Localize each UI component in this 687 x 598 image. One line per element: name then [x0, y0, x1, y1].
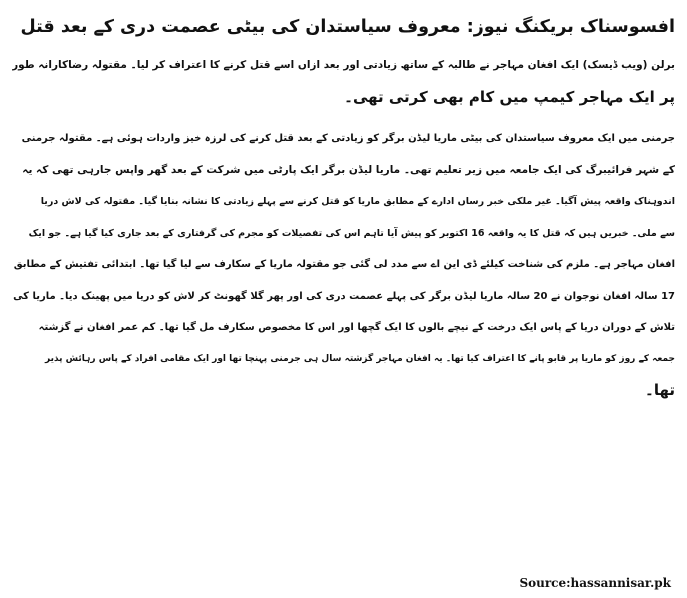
text-line: جمعہ کے روز کو ماریا پر قابو پانے کا اعتراف کیا تھا۔ یہ افغان مہاجر گزشتہ سال ہی جرمنی پہنچا تھا اور ایک مقامی افراد کے پاس رہائش پذیر [44, 353, 675, 364]
text-line: جرمنی میں ایک معروف سیاستدان کی بیٹی ماریا لیڈن برگر کو زیادتی کے بعد قتل کرنے کی لرزہ خیز واردات ہوئی ہے۔ مقتولہ جرمنی [21, 133, 675, 144]
text-line: پر ایک مہاجر کیمپ میں کام بھی کرتی تھی۔ [344, 87, 675, 106]
text-line: سے ملی۔ خبریں ہیں کہ قتل کا یہ واقعہ 16 اکتوبر کو پیش آیا تاہم اس کی تفصیلات کو مجرم کی گرفتاری کے بعد جاری کیا گیا ہے۔ جو ایک [28, 227, 675, 239]
article-paragraph-body [12, 123, 675, 407]
text-line: تھا۔ [645, 381, 675, 399]
text-line: افغان مہاجر ہے۔ ملزم کی شناخت کیلئے ڈی این اے سے مدد لی گئی جو مقتولہ ماریا کے سکارف سے لیا گیا تھا۔ ابتدائی تفتیش کے مطابق [13, 259, 675, 270]
text-line: 17 سالہ افغان نوجوان نے 20 سالہ ماریا لیڈن برگر کی پہلے عصمت دری کی اور پھر گلا گھونٹ کر لاش کو دریا میں پھینک دیا۔ ماریا کی [13, 290, 675, 302]
text-line: کے شہر فرائیبرگ کی ایک جامعہ میں زیر تعلیم تھی۔ ماریا لیڈن برگر ایک پارٹی میں شرکت کے بعد گھر واپس جارہی تھی کہ یہ [22, 163, 675, 176]
text-line: اندوہناک واقعہ پیش آگیا۔ غیر ملکی خبر رساں ادارے کے مطابق ماریا کو قتل کرنے سے پہلے زیادتی کا نشانہ بنایا گیا۔ مقتولہ کی لاش دریا [40, 196, 675, 207]
text-line: برلن (ویب ڈیسک) ایک افغان مہاجر نے طالبہ کے ساتھ زیادتی اور بعد ازاں اسے قتل کرنے کا اعتراف کر لیا۔ مقتولہ رضاکارانہ طور [12, 59, 675, 71]
article-title: افسوسناک بریکنگ نیوز: معروف سیاستدان کی بیٹی عصمت دری کے بعد قتل [20, 17, 675, 37]
source-credit: Source:hassannisar.pk [519, 576, 671, 590]
text-line: تلاش کے دوران دریا کے پاس ایک درخت کے نیچے بالوں کا ایک گچھا اور اس کا مخصوص سکارف مل گیا تھا۔ کم عمر افغان نے گزشتہ [38, 322, 675, 333]
article-paragraph-intro [12, 50, 675, 113]
